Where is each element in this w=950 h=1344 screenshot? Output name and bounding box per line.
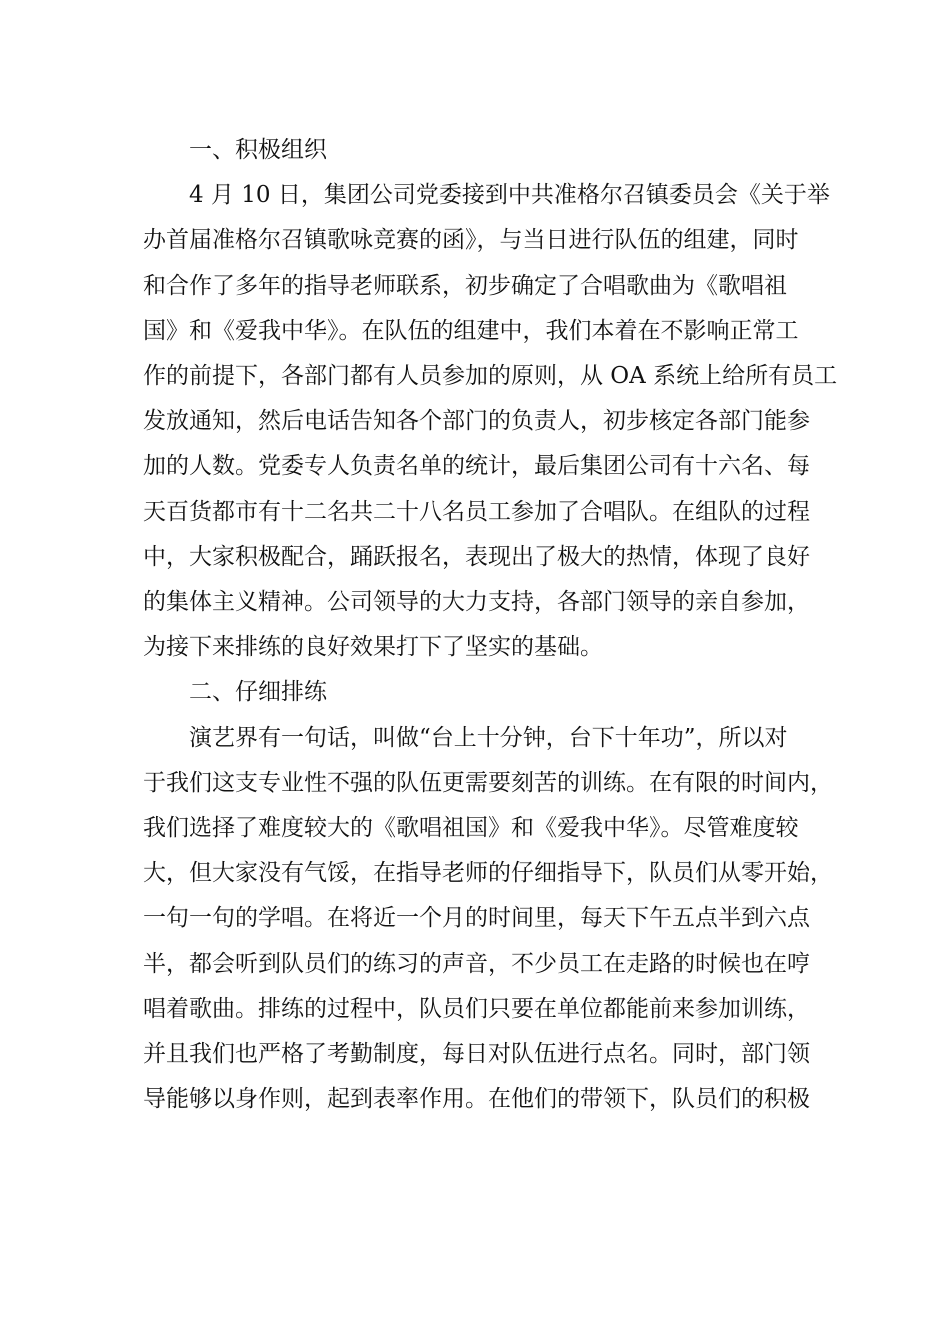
- paragraph-line: 为接下来排练的良好效果打下了坚实的基础。: [143, 634, 603, 661]
- paragraph-line: 加的人数。党委专人负责名单的统计，最后集团公司有十六名、每: [143, 453, 810, 480]
- paragraph-line: 办首届准格尔召镇歌咏竞赛的函》，与当日进行队伍的组建，同时: [143, 227, 799, 254]
- section-heading-organize: 一、积极组织: [189, 137, 327, 163]
- paragraph-line: 天百货都市有十二名共二十八名员工参加了合唱队。在组队的过程: [143, 498, 810, 525]
- section-heading-rehearse: 二、仔细排练: [189, 679, 327, 706]
- paragraph-line: 我们选择了难度较大的《歌唱祖国》和《爱我中华》。尽管难度较: [143, 815, 799, 842]
- paragraph-line: 国》和《爱我中华》。在队伍的组建中，我们本着在不影响正常工: [143, 317, 799, 344]
- paragraph-organize: [143, 173, 838, 670]
- paragraph-line: 和合作了多年的指导老师联系，初步确定了合唱歌曲为《歌唱祖: [143, 272, 787, 299]
- paragraph-line: 半，都会听到队员们的练习的声音，不少员工在走路的时候也在哼: [143, 950, 810, 977]
- paragraph-line: 于我们这支专业性不强的队伍更需要刻苦的训练。在有限的时间内，: [143, 769, 833, 796]
- paragraph-line: 发放通知，然后电话告知各个部门的负责人，初步核定各部门能参: [143, 408, 810, 435]
- paragraph-line: 作的前提下，各部门都有人员参加的原则，从 OA 系统上给所有员工: [143, 363, 838, 390]
- paragraph-line: 并且我们也严格了考勤制度，每日对队伍进行点名。同时，部门领: [143, 1041, 810, 1068]
- paragraph-line: 4 月 10 日，集团公司党委接到中共准格尔召镇委员会《关于举: [189, 182, 830, 209]
- paragraph-line: 导能够以身作则，起到表率作用。在他们的带领下，队员们的积极: [143, 1086, 810, 1113]
- paragraph-line: 大，但大家没有气馁，在指导老师的仔细指导下，队员们从零开始，: [143, 860, 833, 887]
- paragraph-line: 唱着歌曲。排练的过程中，队员们只要在单位都能前来参加训练，: [143, 995, 810, 1022]
- paragraph-line: 演艺界有一句话，叫做“台上十分钟，台下十年功”，所以对: [189, 724, 788, 751]
- document-body: [143, 128, 838, 1122]
- paragraph-rehearse: [143, 716, 833, 1123]
- paragraph-line: 的集体主义精神。公司领导的大力支持，各部门领导的亲自参加，: [143, 589, 810, 616]
- paragraph-line: 一句一句的学唱。在将近一个月的时间里，每天下午五点半到六点: [143, 905, 810, 932]
- paragraph-line: 中，大家积极配合，踊跃报名，表现出了极大的热情，体现了良好: [143, 543, 810, 570]
